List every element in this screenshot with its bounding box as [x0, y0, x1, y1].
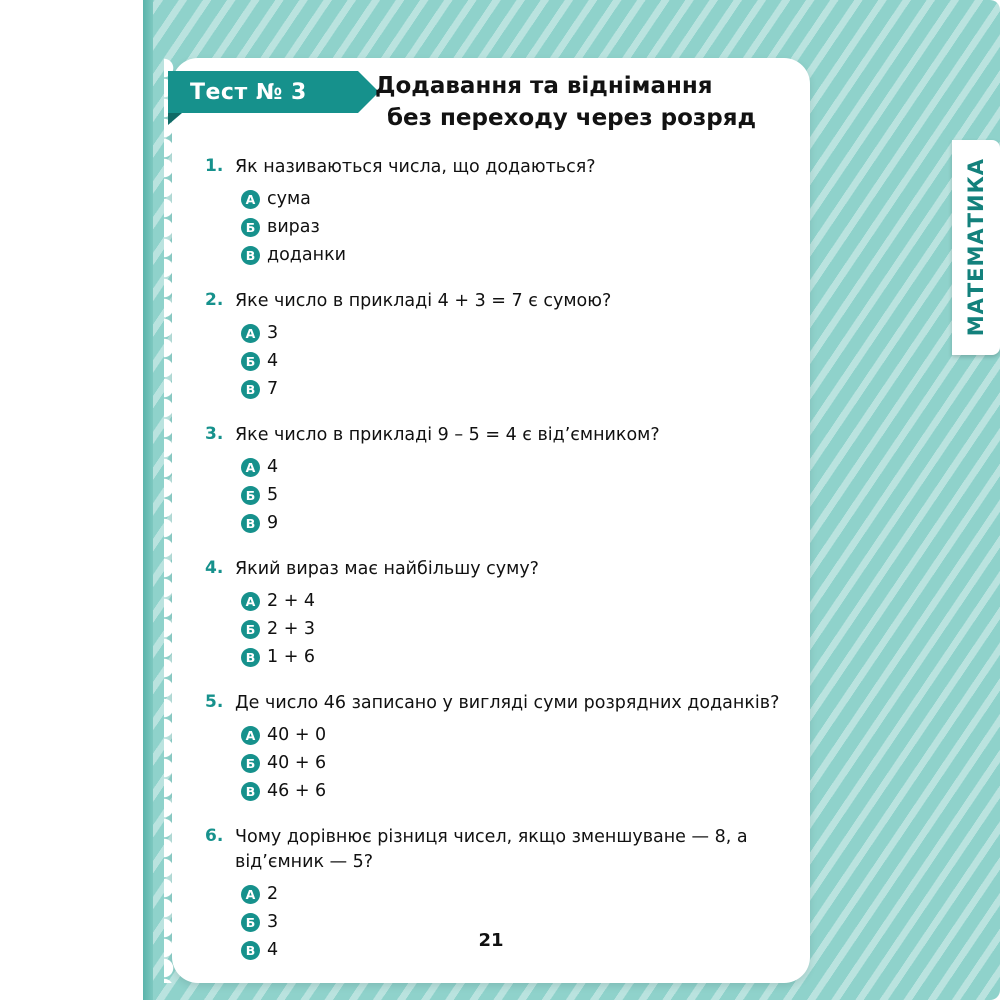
- question-text: Яке число в прикладі 4 + 3 = 7 є сумою?: [235, 291, 612, 311]
- answer-option-letter-icon[interactable]: В: [241, 514, 260, 533]
- answer-option-text: 5: [267, 485, 279, 505]
- question-block: [205, 289, 795, 402]
- subject-side-tab-label: МАТЕМАТИКА: [964, 158, 988, 337]
- answer-option-letter-icon[interactable]: Б: [241, 913, 260, 932]
- answer-option-letter-icon[interactable]: А: [241, 592, 260, 611]
- answer-option-letter-icon[interactable]: В: [241, 246, 260, 265]
- question-text: Чому дорівнює різниця чисел, якщо зменшуване — 8, а від’ємник — 5?: [235, 827, 748, 872]
- question-header: [205, 155, 795, 180]
- page-title-line-1: Додавання та віднімання: [375, 73, 713, 99]
- answer-options: [205, 722, 795, 804]
- question-text: Де число 46 записано у вигляді суми розрядних доданків?: [235, 693, 780, 713]
- answer-option-text: 3: [267, 912, 279, 932]
- question-text: Який вираз має найбільшу суму?: [235, 559, 539, 579]
- answer-option[interactable]: [241, 722, 795, 748]
- answer-option-text: 40 + 6: [267, 753, 327, 773]
- question-text: Як називаються числа, що додаються?: [235, 157, 596, 177]
- answer-option-text: 4: [267, 940, 279, 960]
- answer-option-text: сума: [267, 189, 311, 209]
- answer-option-letter-icon[interactable]: В: [241, 782, 260, 801]
- answer-option-text: 3: [267, 323, 279, 343]
- questions-list: [205, 155, 795, 984]
- question-block: [205, 423, 795, 536]
- answer-option[interactable]: [241, 750, 795, 776]
- question-number: 4.: [205, 558, 224, 578]
- answer-option-text: 46 + 6: [267, 781, 327, 801]
- question-header: [205, 557, 795, 582]
- answer-option-text: 2: [267, 884, 279, 904]
- answer-option-text: 7: [267, 379, 279, 399]
- question-text: Яке число в прикладі 9 – 5 = 4 є від’ємником?: [235, 425, 660, 445]
- question-number: 3.: [205, 424, 224, 444]
- answer-option-letter-icon[interactable]: В: [241, 380, 260, 399]
- question-block: [205, 155, 795, 268]
- answer-option[interactable]: [241, 588, 795, 614]
- answer-options: [205, 454, 795, 536]
- answer-option-letter-icon[interactable]: Б: [241, 620, 260, 639]
- answer-option[interactable]: [241, 644, 795, 670]
- answer-option-letter-icon[interactable]: В: [241, 648, 260, 667]
- answer-option-letter-icon[interactable]: А: [241, 190, 260, 209]
- question-header: [205, 289, 795, 314]
- answer-option[interactable]: [241, 482, 795, 508]
- answer-options: [205, 320, 795, 402]
- answer-option-text: 1 + 6: [267, 647, 316, 667]
- answer-options: [205, 588, 795, 670]
- answer-option-letter-icon[interactable]: Б: [241, 218, 260, 237]
- question-number: 5.: [205, 692, 224, 712]
- answer-option-text: доданки: [267, 245, 347, 265]
- answer-option[interactable]: [241, 616, 795, 642]
- answer-option[interactable]: [241, 454, 795, 480]
- answer-option-letter-icon[interactable]: В: [241, 941, 260, 960]
- question-header: [205, 691, 795, 716]
- answer-option-letter-icon[interactable]: Б: [241, 486, 260, 505]
- answer-option[interactable]: [241, 320, 795, 346]
- question-block: [205, 557, 795, 670]
- answer-option-text: вираз: [267, 217, 320, 237]
- answer-option-letter-icon[interactable]: А: [241, 726, 260, 745]
- answer-option[interactable]: [241, 510, 795, 536]
- page-binding-edge: [143, 0, 153, 1000]
- subject-side-tab: [952, 140, 1000, 355]
- answer-option[interactable]: [241, 186, 795, 212]
- question-header: [205, 825, 795, 875]
- page-title-line-2: без переходу через розряд: [387, 105, 757, 131]
- question-number: 2.: [205, 290, 224, 310]
- answer-option[interactable]: [241, 348, 795, 374]
- answer-option-text: 2 + 4: [267, 591, 316, 611]
- card-scalloped-edge: [164, 58, 180, 983]
- answer-option[interactable]: [241, 242, 795, 268]
- question-number: 1.: [205, 156, 224, 176]
- answer-option-text: 2 + 3: [267, 619, 316, 639]
- answer-option[interactable]: [241, 214, 795, 240]
- question-header: [205, 423, 795, 448]
- question-block: [205, 691, 795, 804]
- answer-option-letter-icon[interactable]: А: [241, 458, 260, 477]
- answer-option[interactable]: [241, 778, 795, 804]
- answer-option-letter-icon[interactable]: Б: [241, 754, 260, 773]
- answer-option-letter-icon[interactable]: А: [241, 885, 260, 904]
- answer-option-text: 40 + 0: [267, 725, 327, 745]
- answer-option-text: 4: [267, 351, 279, 371]
- answer-option-letter-icon[interactable]: А: [241, 324, 260, 343]
- answer-option-text: 9: [267, 513, 279, 533]
- test-number-banner: [168, 71, 358, 113]
- answer-option[interactable]: [241, 376, 795, 402]
- page-title: [375, 70, 795, 134]
- test-number-label: Тест № 3: [190, 79, 307, 105]
- answer-option-text: 4: [267, 457, 279, 477]
- question-number: 6.: [205, 826, 224, 846]
- answer-option-letter-icon[interactable]: Б: [241, 352, 260, 371]
- answer-options: [205, 186, 795, 268]
- answer-option[interactable]: [241, 881, 795, 907]
- page-number: 21: [478, 930, 504, 951]
